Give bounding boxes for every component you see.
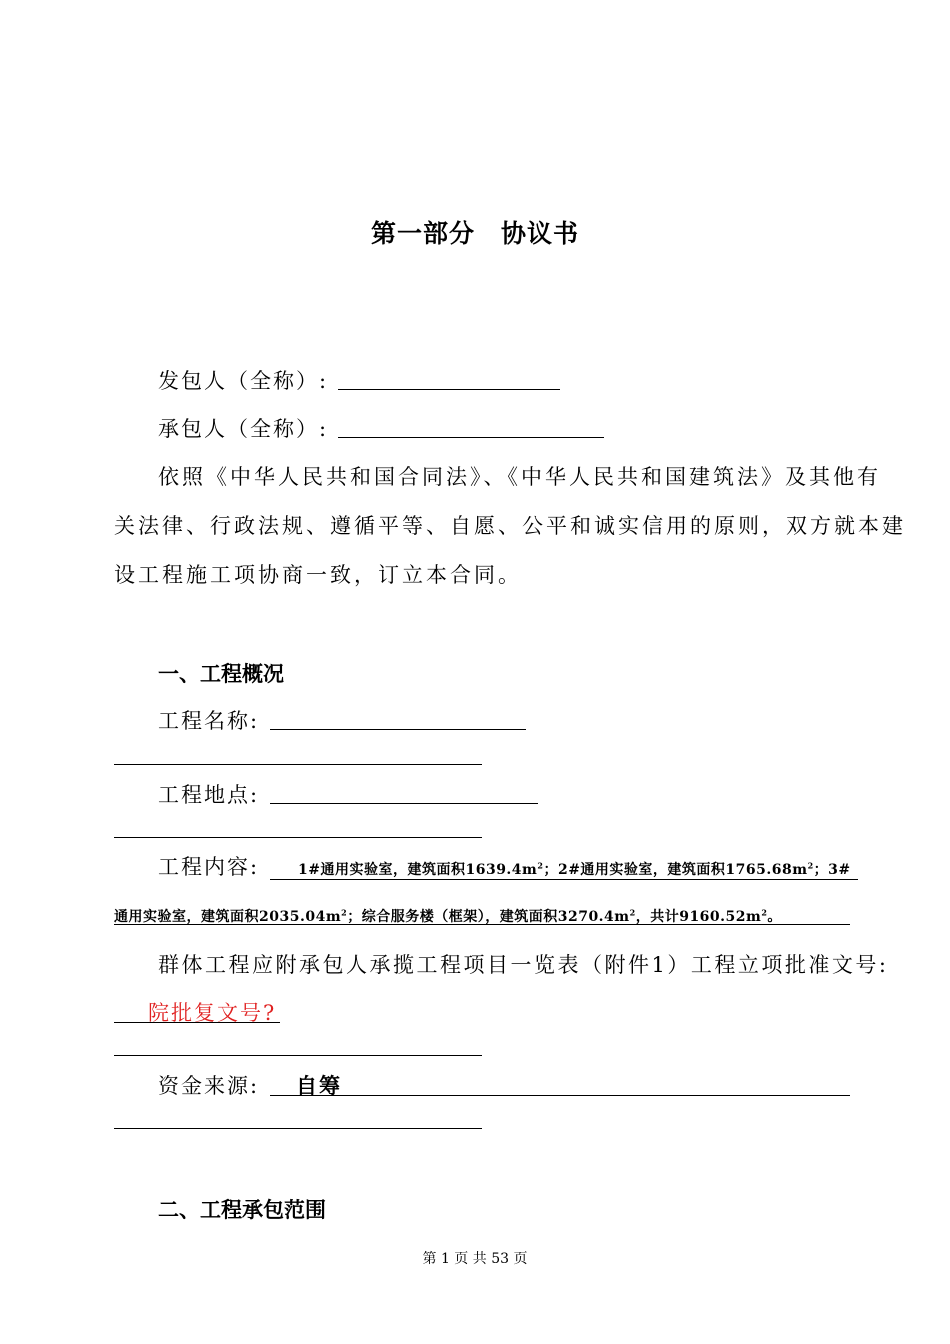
page-footer: 第 1 页 共 53 页: [422, 1251, 528, 1267]
project-name-blank-2: [114, 764, 482, 765]
project-content-line-2: 通用实验室，建筑面积$2035.04m^2$；综合服务楼（框架），建筑面积$3270.4m^2$，共计$9160.52m^2$。: [114, 907, 782, 925]
employer-blank: [338, 389, 560, 390]
project-name-label: 工程名称:: [158, 709, 260, 733]
project-name-blank: [270, 729, 526, 730]
funding-source-blank-2: [114, 1128, 482, 1129]
intro-line-2: 关法律、行政法规、遵循平等、自愿、公平和诚实信用的原则，双方就本建: [114, 514, 906, 538]
section1-heading: 一、工程概况: [158, 662, 284, 686]
intro-line-1: 依照《中华人民共和国合同法》、《中华人民共和国建筑法》及其他有: [158, 465, 881, 489]
group-project-note: 群体工程应附承包人承揽工程项目一览表（附件1）工程立项批准文号:: [158, 953, 889, 977]
project-content-underline-1: [270, 879, 858, 880]
employer-label: 发包人（全称）:: [158, 369, 329, 393]
project-content-label: 工程内容:: [158, 855, 260, 879]
approval-number-blank: [114, 1022, 280, 1023]
approval-number-blank-2: [114, 1055, 482, 1056]
project-location-blank-2: [114, 837, 482, 838]
project-location-blank: [270, 803, 538, 804]
project-content-line-1: 1#通用实验室，建筑面积$1639.4m^2$；2#通用实验室，建筑面积$1765.68m^2$；3#: [298, 860, 851, 878]
contractor-blank: [338, 437, 604, 438]
funding-source-label: 资金来源:: [158, 1074, 260, 1098]
funding-source-blank: [270, 1095, 850, 1096]
project-location-label: 工程地点:: [158, 783, 260, 807]
page-title: 第一部分 协议书: [370, 219, 579, 248]
project-content-underline-2: [114, 924, 850, 925]
section2-heading: 二、工程承包范围: [158, 1198, 326, 1222]
intro-line-3: 设工程施工项协商一致，订立本合同。: [114, 563, 522, 587]
approval-number-value: 院批复文号?: [148, 1001, 277, 1025]
contractor-label: 承包人（全称）:: [158, 417, 329, 441]
funding-source-value: 自筹: [296, 1073, 342, 1098]
